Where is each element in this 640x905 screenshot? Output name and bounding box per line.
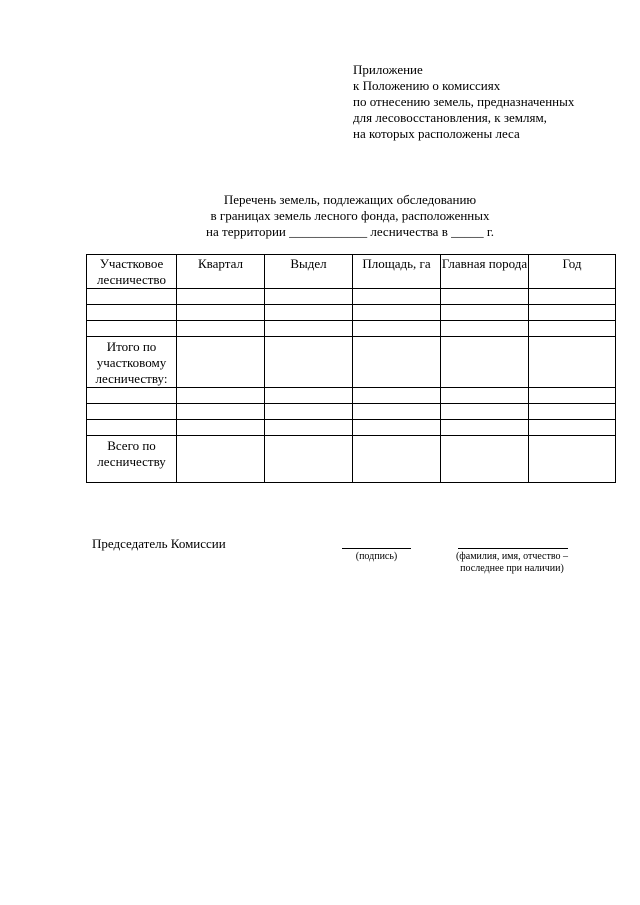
table-cell[interactable] (441, 305, 529, 321)
table-cell[interactable] (177, 337, 265, 388)
appendix-line: на которых расположены леса (353, 126, 520, 141)
document-title (85, 192, 615, 240)
title-line: Перечень земель, подлежащих обследованию (223, 192, 477, 207)
table-cell[interactable] (529, 436, 616, 483)
table-cell[interactable] (177, 388, 265, 404)
table-cell[interactable] (177, 289, 265, 305)
table-cell[interactable] (265, 420, 353, 436)
subtotal-label: Итого по участковому лесничеству: (87, 337, 177, 388)
appendix-note (353, 62, 633, 142)
table-cell[interactable] (87, 321, 177, 337)
appendix-line: для лесовосстановления, к землям, (353, 110, 547, 125)
appendix-line: к Положению о комиссиях (353, 78, 501, 93)
total-label: Всего по лесничеству (87, 436, 177, 483)
table-cell[interactable] (353, 337, 441, 388)
table-cell[interactable] (265, 388, 353, 404)
name-caption-line1: (фамилия, имя, отчество – (455, 551, 569, 562)
table-row (87, 289, 616, 305)
table-cell[interactable] (87, 420, 177, 436)
signature-caption: (подпись) (355, 551, 398, 562)
table-cell[interactable] (529, 420, 616, 436)
table-cell[interactable] (441, 420, 529, 436)
table-cell[interactable] (529, 289, 616, 305)
table-cell[interactable] (353, 436, 441, 483)
signature-line[interactable] (342, 548, 411, 549)
table-cell[interactable] (529, 321, 616, 337)
table-cell[interactable] (177, 305, 265, 321)
table-cell[interactable] (353, 420, 441, 436)
table-cell[interactable] (441, 289, 529, 305)
table-cell[interactable] (529, 337, 616, 388)
appendix-line: Приложение (353, 62, 423, 77)
land-list-table (86, 254, 616, 483)
table-cell[interactable] (353, 305, 441, 321)
appendix-line: по отнесению земель, предназначенных (353, 94, 575, 109)
table-cell[interactable] (441, 321, 529, 337)
table-cell[interactable] (87, 305, 177, 321)
table-cell[interactable] (177, 436, 265, 483)
table-row (87, 420, 616, 436)
title-line: на территории ____________ лесничества в _____ г. (206, 224, 494, 239)
name-line[interactable] (458, 548, 568, 549)
table-cell[interactable] (529, 305, 616, 321)
table-cell[interactable] (177, 321, 265, 337)
header-cell: Выдел (265, 255, 353, 289)
table-cell[interactable] (177, 404, 265, 420)
table-cell[interactable] (441, 436, 529, 483)
table-row (87, 321, 616, 337)
table-cell[interactable] (265, 289, 353, 305)
table-cell[interactable] (87, 289, 177, 305)
name-caption-line2: последнее при наличии) (460, 563, 564, 574)
header-cell: Год (529, 255, 616, 289)
table-cell[interactable] (441, 388, 529, 404)
table-cell[interactable] (353, 404, 441, 420)
header-cell: Площадь, га (353, 255, 441, 289)
table-cell[interactable] (353, 289, 441, 305)
table-cell[interactable] (353, 388, 441, 404)
header-cell: Участковое лесничество (87, 255, 177, 289)
table-header-row (87, 255, 616, 289)
table-cell[interactable] (265, 321, 353, 337)
table-row (87, 388, 616, 404)
subtotal-row (87, 337, 616, 388)
table-cell[interactable] (441, 404, 529, 420)
title-line: в границах земель лесного фонда, расположенных (210, 208, 490, 223)
table-row (87, 305, 616, 321)
table-cell[interactable] (353, 321, 441, 337)
chairman-label: Председатель Комиссии (92, 536, 226, 551)
table-cell[interactable] (265, 337, 353, 388)
table-cell[interactable] (529, 404, 616, 420)
table-cell[interactable] (87, 404, 177, 420)
table-cell[interactable] (529, 388, 616, 404)
table-cell[interactable] (265, 404, 353, 420)
header-cell: Квартал (177, 255, 265, 289)
table-cell[interactable] (265, 436, 353, 483)
table-cell[interactable] (265, 305, 353, 321)
table-cell[interactable] (87, 388, 177, 404)
table-cell[interactable] (177, 420, 265, 436)
table-cell[interactable] (441, 337, 529, 388)
table-row (87, 404, 616, 420)
header-cell: Главная порода (441, 255, 529, 289)
total-row (87, 436, 616, 483)
